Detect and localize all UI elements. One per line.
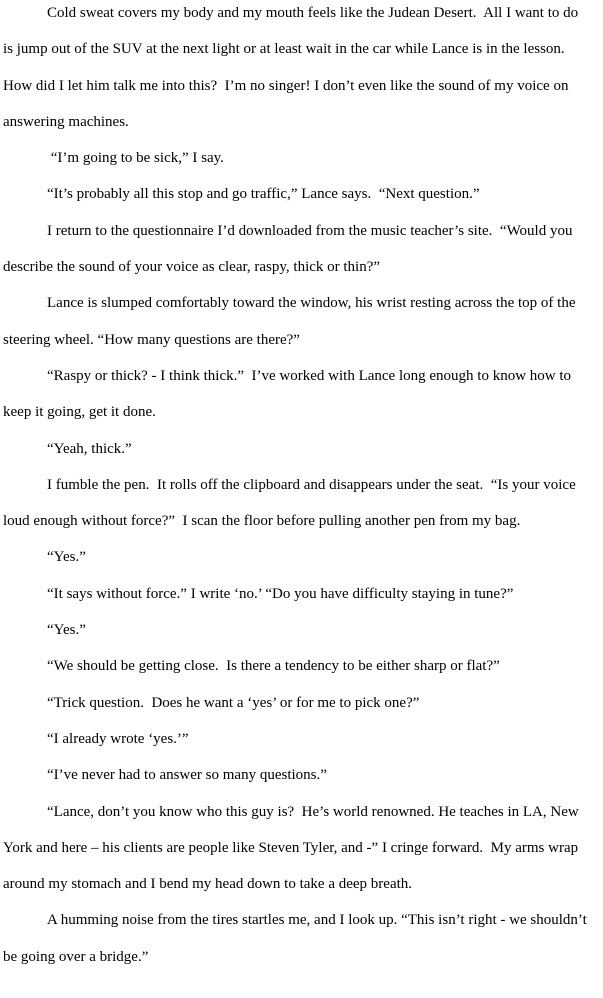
text-line: A humming noise from the tires startles me, and I look up. “This isn’t right - we shouldn’t (47, 912, 587, 929)
text-line: How did I let him talk me into this? I’m no singer! I don’t even like the sound of my voice on (3, 77, 569, 94)
text-line: “Yes.” (47, 622, 86, 639)
text-line: answering machines. (3, 113, 129, 130)
text-line: loud enough without force?” I scan the floor before pulling another pen from my bag. (3, 513, 521, 530)
text-line: “Raspy or thick? - I think thick.” I’ve worked with Lance long enough to know how to (47, 367, 572, 384)
text-line: Cold sweat covers my body and my mouth feels like the Judean Desert. All I want to do (47, 5, 579, 21)
text-line: Lance is slumped comfortably toward the window, his wrist resting across the top of the (47, 295, 576, 312)
text-line: steering wheel. “How many questions are there?” (3, 331, 300, 348)
text-line: describe the sound of your voice as clear, raspy, thick or thin?” (3, 259, 381, 276)
text-line: “Lance, don’t you know who this guy is? He’s world renowned. He teaches in LA, New (47, 803, 579, 820)
text-line: be going over a bridge.” (3, 948, 149, 965)
text-line: “Yeah, thick.” (47, 440, 132, 457)
text-line: is jump out of the SUV at the next light or at least wait in the car while Lance is in the lesson. (3, 41, 565, 58)
text-line: around my stomach and I bend my head down to take a deep breath. (3, 876, 413, 893)
text-line: “It’s probably all this stop and go traffic,” Lance says. “Next question.” (47, 186, 480, 203)
text-line: “We should be getting close. Is there a tendency to be either sharp or flat?” (47, 658, 500, 675)
text-line: York and here – his clients are people like Steven Tyler, and -” I cringe forward. My arms wrap (3, 839, 579, 856)
text-line: “It says without force.” I write ‘no.’ “Do you have difficulty staying in tune?” (47, 585, 514, 602)
text-line: I fumble the pen. It rolls off the clipboard and disappears under the seat. “Is your voice (47, 476, 576, 493)
text-line: “I’m going to be sick,” I say. (47, 150, 224, 167)
text-line: “I already wrote ‘yes.’” (47, 730, 189, 747)
text-line: “I’ve never had to answer so many questions.” (47, 767, 327, 784)
text-block (3, 0, 599, 975)
text-line: “Yes.” (47, 549, 86, 566)
text-line: I return to the questionnaire I’d downloaded from the music teacher’s site. “Would you (47, 222, 573, 239)
text-line: keep it going, get it done. (3, 404, 156, 421)
text-line: “Trick question. Does he want a ‘yes’ or for me to pick one?” (47, 694, 420, 711)
